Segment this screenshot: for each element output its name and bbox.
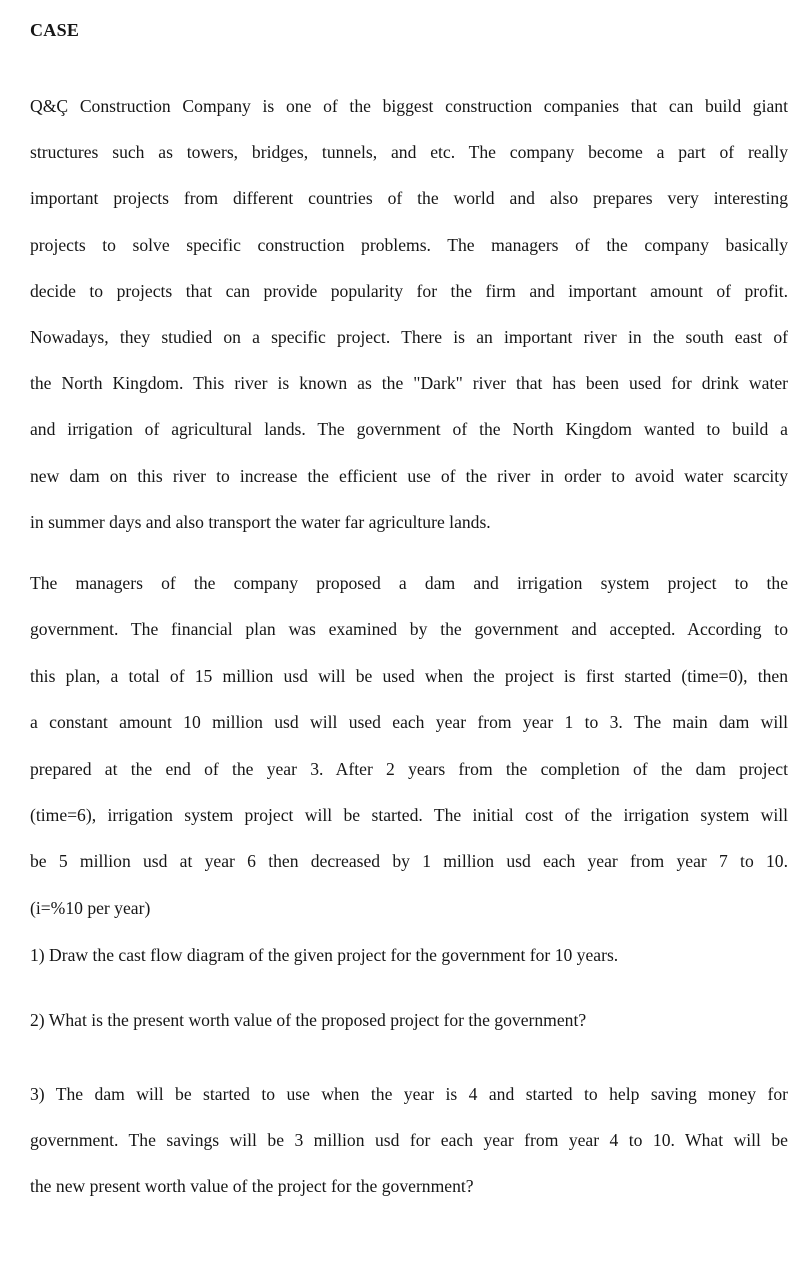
paragraph-line: decide to projects that can provide popularity for the firm and important amount of profit. xyxy=(30,280,788,301)
paragraph-line: government. The financial plan was examined by the government and accepted. According to xyxy=(30,619,788,640)
paragraph-line: projects to solve specific construction problems. The managers of the company basically xyxy=(30,234,788,255)
paragraph-line: the North Kingdom. This river is known as the "Dark" river that has been used for drink water xyxy=(30,373,788,394)
paragraph-line: (i=%10 per year) xyxy=(30,897,151,918)
paragraph-line: in summer days and also transport the water far agriculture lands. xyxy=(30,511,491,532)
document-heading: CASE xyxy=(30,20,80,40)
question-line: 3) The dam will be started to use when the year is 4 and started to help saving money for xyxy=(30,1084,788,1104)
question-line: the new present worth value of the project for the government? xyxy=(30,1176,474,1197)
paragraph-line: Nowadays, they studied on a specific project. There is an important river in the south east of xyxy=(30,327,788,348)
paragraph-line: this plan, a total of 15 million usd will be used when the project is first started (time=0), then xyxy=(30,665,788,686)
case-paragraph-2 xyxy=(30,560,788,931)
question-1: 1) Draw the cast flow diagram of the given project for the government for 10 years. xyxy=(30,945,619,965)
paragraph-line: structures such as towers, bridges, tunnels, and etc. The company become a part of really xyxy=(30,142,788,163)
paragraph-line: The managers of the company proposed a dam and irrigation system project to the xyxy=(30,573,788,593)
question-line: government. The savings will be 3 million usd for each year from year 4 to 10. What will be xyxy=(30,1130,788,1151)
paragraph-line: a constant amount 10 million usd will used each year from year 1 to 3. The main dam will xyxy=(30,712,788,733)
paragraph-line: prepared at the end of the year 3. After 2 years from the completion of the dam project xyxy=(30,758,788,779)
paragraph-line: (time=6), irrigation system project will be started. The initial cost of the irrigation system will xyxy=(30,805,788,826)
case-paragraph-1 xyxy=(30,83,788,545)
paragraph-line: and irrigation of agricultural lands. The government of the North Kingdom wanted to build a xyxy=(30,419,788,440)
question-2: 2) What is the present worth value of the proposed project for the government? xyxy=(30,1010,587,1030)
paragraph-line: important projects from different countries of the world and also prepares very interesting xyxy=(30,188,788,209)
paragraph-line: Q&Ç Construction Company is one of the biggest construction companies that can build giant xyxy=(30,96,788,116)
question-3 xyxy=(30,1071,788,1210)
paragraph-line: be 5 million usd at year 6 then decreased by 1 million usd each year from year 7 to 10. xyxy=(30,851,788,872)
paragraph-line: new dam on this river to increase the efficient use of the river in order to avoid water scarcity xyxy=(30,465,788,486)
